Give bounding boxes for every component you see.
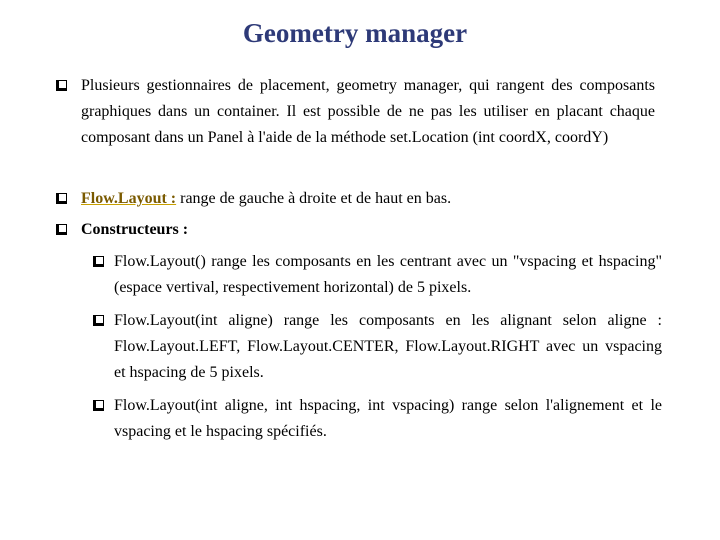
checkbox-bullet-icon	[93, 315, 104, 326]
bullet-text-flowlayout	[81, 186, 655, 212]
flowlayout-label: Flow.Layout :	[81, 190, 177, 207]
checkbox-bullet-icon	[93, 400, 104, 411]
checkbox-bullet-icon	[56, 224, 67, 235]
sub-bullet-text-default: Flow.Layout() range les composants en les centrant avec un "vspacing et hspacing" (espace vertival, respectivement horizontal) de 5 pixels.	[114, 253, 662, 296]
sub-bullet-item-default	[93, 249, 673, 301]
sub-bullet-item-aligne	[93, 308, 673, 386]
bullet-text-placement: Plusieurs gestionnaires de placement, geometry manager, qui rangent des composants graphiques dans un container. Il est possible de ne pas les utiliser en placant chaque composant dans un Panel à l'aide de la méthode set.Location (int coordX, coordY)	[81, 77, 655, 146]
sub-bullet-item-spacing	[93, 393, 673, 445]
sub-bullet-text-spacing: Flow.Layout(int aligne, int hspacing, int vspacing) range selon l'alignement et le vspacing et le hspacing spécifiés.	[114, 397, 662, 440]
flowlayout-description: range de gauche à droite et de haut en bas.	[176, 190, 452, 207]
bullet-item-flowlayout	[56, 186, 676, 212]
checkbox-bullet-icon	[93, 256, 104, 267]
page-title: Geometry manager	[242, 18, 468, 48]
bullet-item-placement	[56, 73, 676, 151]
checkbox-bullet-icon	[56, 80, 67, 91]
sub-bullet-text-aligne: Flow.Layout(int aligne) range les composants en les alignant selon aligne : Flow.Layout.LEFT, Flow.Layout.CENTER, Flow.Layout.RIGHT avec un vspacing et hspacing de 5 pixels.	[114, 312, 662, 381]
bullet-item-constructeurs	[56, 217, 676, 243]
bullet-text-constructeurs: Constructeurs :	[81, 221, 189, 238]
checkbox-bullet-icon	[56, 193, 67, 204]
